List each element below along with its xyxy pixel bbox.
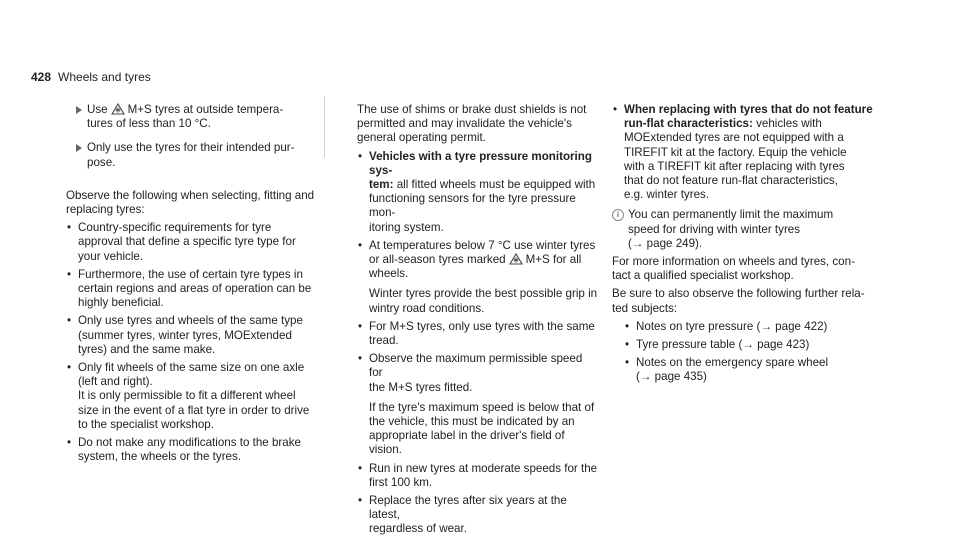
text-line: • Only fit wheels of the same size on one axle [78, 361, 305, 375]
cross-reference-link[interactable] [624, 356, 874, 384]
text-line: • Run in new tyres at moderate speeds for the [369, 461, 598, 475]
list-item [66, 221, 328, 264]
text-line: For more information on wheels and tyres, con- [612, 255, 855, 269]
step-text: pose. [87, 155, 116, 169]
text-line: • Country-specific requirements for tyre [78, 221, 272, 235]
column-3 [612, 103, 874, 389]
text-line: wheels. [369, 267, 409, 281]
list-item [66, 436, 328, 464]
page-header [31, 70, 151, 84]
text-line: wintry road conditions. [369, 301, 485, 315]
text-line: or all-season tyres marked [369, 253, 506, 267]
text-line: Observe the following when selecting, fitting and [66, 188, 315, 202]
text-line: system, the wheels or the tyres. [78, 450, 242, 464]
text-line: permitted and may invalidate the vehicle's [357, 117, 572, 131]
step-arrow-icon [76, 106, 82, 114]
text-line: Winter tyres provide the best possible grip in [369, 287, 598, 301]
text-line: (summer tyres, winter tyres, MOExtended [78, 328, 292, 342]
text-line: • Replace the tyres after six years at the latest, [369, 494, 567, 522]
text-line: speed for driving with winter tyres [628, 222, 801, 236]
step-text: M+S tyres at outside tempera- [127, 103, 284, 116]
list-item [357, 239, 599, 316]
list-item [612, 103, 874, 202]
text-line: the vehicle, this must be indicated by an [369, 415, 575, 429]
text-line: • Do not make any modifications to the brake [78, 436, 301, 450]
list-item [357, 494, 599, 537]
text-line: • Only use tyres and wheels of the same type [78, 314, 303, 328]
list-item [357, 352, 599, 457]
text-line: MOExtended tyres are not equipped with a [624, 131, 844, 145]
paragraph [612, 255, 874, 283]
text-line: (→ page 435) [636, 370, 707, 384]
cross-reference-link[interactable] [624, 338, 874, 352]
page-number: 428 [31, 70, 52, 84]
text-line: TIREFIT kit at the factory. Equip the vehicle [624, 145, 847, 159]
text-line: ted subjects: [612, 301, 678, 315]
instruction-step [66, 141, 328, 169]
text-line: tyres) and the same make. [78, 342, 216, 356]
intro-paragraph [66, 189, 328, 217]
list-item [66, 361, 328, 432]
step-text: Only use the tyres for their intended pur- [87, 141, 295, 155]
text-line: • When replacing with tyres that do not feature [624, 103, 873, 116]
text-line: the M+S tyres fitted. [369, 380, 473, 394]
instruction-step [66, 103, 328, 131]
text-line: • Notes on tyre pressure (→ page 422) [636, 319, 828, 333]
text-line: • At temperatures below 7 °C use winter tyres [369, 238, 596, 252]
text-line: The use of shims or brake dust shields is not [357, 103, 587, 116]
column-1 [66, 103, 328, 468]
text-line: first 100 km. [369, 475, 433, 489]
list-item [357, 462, 599, 490]
section-title: Wheels and tyres [58, 70, 151, 84]
text-line: that do not feature run-flat characteristics, [624, 174, 838, 188]
text-line: your vehicle. [78, 249, 144, 263]
text-line: Be sure to also observe the following further rela- [612, 287, 865, 301]
snowflake-mountain-icon [509, 253, 523, 265]
list-item [357, 150, 599, 235]
text-line: itoring system. [369, 220, 444, 234]
text-line: replacing tyres: [66, 203, 145, 217]
text-line: • Vehicles with a tyre pressure monitoring sys- [369, 149, 592, 177]
text-line: with a TIREFIT kit after replacing with tyres [624, 159, 845, 173]
paragraph [357, 103, 599, 146]
text-line: • Furthermore, the use of certain tyre types in [78, 267, 303, 281]
text-line: e.g. winter tyres. [624, 188, 710, 202]
text-line: tread. [369, 334, 399, 348]
step-text: tures of less than 10 °C. [87, 117, 211, 131]
text-line: certain regions and areas of operation can be [78, 282, 312, 296]
text-line: (left and right). [78, 375, 153, 389]
text-line: size in the event of a flat tyre in order to drive [78, 403, 310, 417]
paragraph [612, 287, 874, 315]
text-line: M+S for all [525, 253, 582, 267]
text-line: • Observe the maximum permissible speed for [369, 352, 583, 380]
list-item [66, 268, 328, 311]
text-line: (→ page 249). [628, 236, 703, 250]
list-item [357, 320, 599, 348]
text-line: If the tyre's maximum speed is below that of [369, 400, 595, 414]
text-line: tem: [369, 178, 394, 192]
text-line: approval that define a specific tyre type for [78, 235, 296, 249]
text-line: It is only permissible to fit a different wheel [78, 389, 296, 403]
text-line: • For M+S tyres, only use tyres with the same [369, 319, 595, 333]
text-line: • Tyre pressure table (→ page 423) [636, 338, 810, 352]
text-line: regardless of wear. [369, 522, 467, 536]
step-text: Use [87, 103, 108, 116]
cross-reference-link[interactable] [624, 320, 874, 334]
text-line: appropriate label in the driver's field of vision. [369, 429, 565, 457]
list-item [66, 314, 328, 357]
text-line: functioning sensors for the tyre pressure mon- [369, 192, 576, 220]
info-icon: i [612, 209, 624, 221]
text-line: all fitted wheels must be equipped with [396, 178, 596, 192]
text-line: vehicles with [756, 117, 822, 131]
text-line: highly beneficial. [78, 296, 164, 310]
text-line: general operating permit. [357, 131, 486, 145]
column-2 [357, 103, 599, 541]
snowflake-mountain-icon [111, 103, 125, 115]
text-line: • Notes on the emergency spare wheel [636, 356, 829, 370]
text-line: run-flat characteristics: [624, 117, 753, 131]
info-note [612, 208, 874, 251]
step-arrow-icon [76, 144, 82, 152]
text-line: to the specialist workshop. [78, 417, 214, 431]
text-line: You can permanently limit the maximum [628, 208, 834, 222]
text-line: tact a qualified specialist workshop. [612, 269, 794, 283]
